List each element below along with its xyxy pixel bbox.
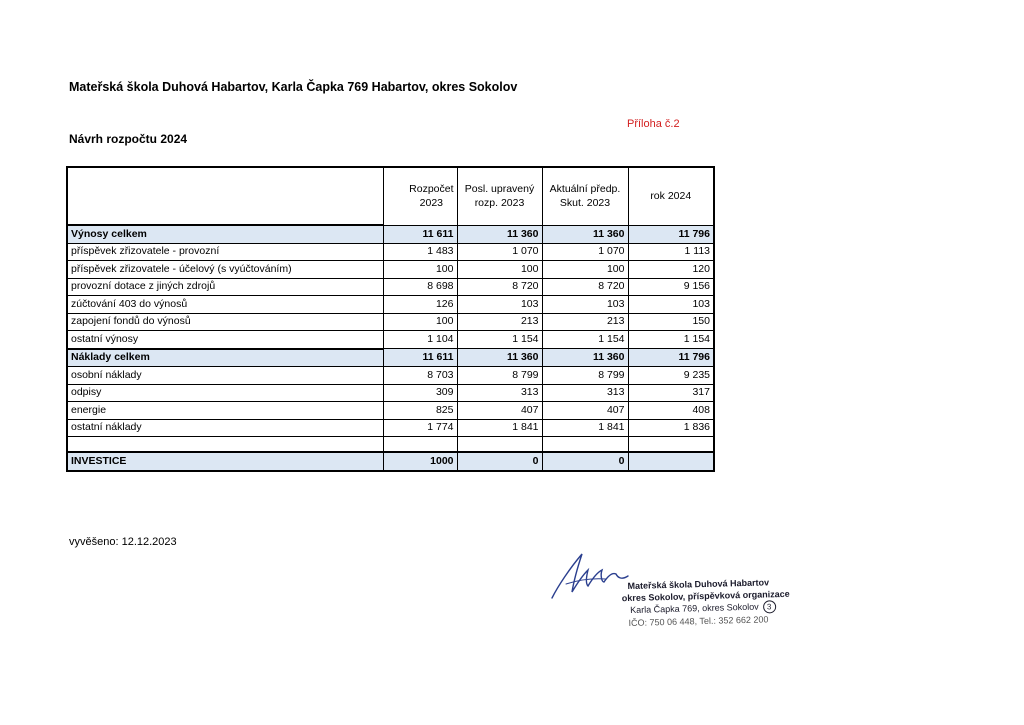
stamp-line-3: Karla Čapka 769, okres Sokolov 3: [622, 600, 790, 617]
row-value: 100: [457, 261, 542, 279]
document-title: Návrh rozpočtu 2024: [69, 132, 188, 146]
table-row: [67, 402, 714, 420]
row-value: 317: [628, 384, 714, 402]
column-header-actual-2023: Aktuální předp. Skut. 2023: [542, 167, 628, 225]
table-row: [67, 367, 714, 385]
row-value: 100: [542, 261, 628, 279]
row-value: 408: [628, 402, 714, 420]
row-value: 1 104: [383, 331, 457, 349]
row-value: 1 774: [383, 419, 457, 437]
row-label: zapojení fondů do výnosů: [67, 313, 383, 331]
row-value: 120: [628, 261, 714, 279]
table-row: [67, 331, 714, 349]
row-value: 1 483: [383, 243, 457, 261]
row-value: 1 154: [628, 331, 714, 349]
empty-cell: [67, 437, 383, 453]
row-value: 11 360: [542, 225, 628, 243]
investment-value: 1000: [383, 452, 457, 471]
row-value: 103: [457, 296, 542, 314]
posted-date: vyvěšeno: 12.12.2023: [69, 536, 177, 548]
investment-row: [67, 452, 714, 471]
organization-stamp: [621, 576, 790, 629]
row-value: 407: [457, 402, 542, 420]
row-value: 11 796: [628, 349, 714, 367]
row-value: 8 698: [383, 278, 457, 296]
table-row: [67, 278, 714, 296]
empty-cell: [542, 437, 628, 453]
row-label: příspěvek zřizovatele - provozní: [67, 243, 383, 261]
row-value: 11 360: [542, 349, 628, 367]
table-row: [67, 296, 714, 314]
row-value: 825: [383, 402, 457, 420]
row-value: 9 235: [628, 367, 714, 385]
row-label: příspěvek zřizovatele - účelový (s vyúčtováním): [67, 261, 383, 279]
row-value: 8 799: [457, 367, 542, 385]
budget-table: [66, 166, 715, 472]
column-header-budget-2023: Rozpočet 2023: [383, 167, 457, 225]
investment-label: INVESTICE: [67, 452, 383, 471]
row-value: 1 070: [457, 243, 542, 261]
row-label: Náklady celkem: [67, 349, 383, 367]
row-value: 150: [628, 313, 714, 331]
column-header-adjusted-2023: Posl. upravený rozp. 2023: [457, 167, 542, 225]
row-label: osobní náklady: [67, 367, 383, 385]
table-row: [67, 384, 714, 402]
annex-label: Příloha č.2: [627, 118, 680, 130]
column-header-year-2024: rok 2024: [628, 167, 714, 225]
investment-value: [628, 452, 714, 471]
table-total-row: [67, 225, 714, 243]
stamp-line-2: okres Sokolov, příspěvková organizace: [621, 588, 790, 604]
row-label: ostatní výnosy: [67, 331, 383, 349]
row-value: 1 154: [457, 331, 542, 349]
row-value: 1 113: [628, 243, 714, 261]
table-row: [67, 313, 714, 331]
row-value: 8 799: [542, 367, 628, 385]
row-value: 8 720: [542, 278, 628, 296]
row-label: zúčtování 403 do výnosů: [67, 296, 383, 314]
row-value: 309: [383, 384, 457, 402]
row-label: ostatní náklady: [67, 419, 383, 437]
empty-cell: [457, 437, 542, 453]
row-value: 11 360: [457, 225, 542, 243]
row-value: 213: [457, 313, 542, 331]
stamp-number: 3: [763, 600, 776, 613]
table-row: [67, 261, 714, 279]
row-value: 1 841: [542, 419, 628, 437]
row-value: 213: [542, 313, 628, 331]
stamp-line-4: IČO: 750 06 448, Tel.: 352 662 200: [628, 614, 769, 629]
investment-value: 0: [457, 452, 542, 471]
row-value: 103: [628, 296, 714, 314]
row-value: 8 703: [383, 367, 457, 385]
row-value: 1 154: [542, 331, 628, 349]
empty-cell: [383, 437, 457, 453]
investment-value: 0: [542, 452, 628, 471]
row-value: 100: [383, 313, 457, 331]
row-value: 407: [542, 402, 628, 420]
stamp-line-1: Mateřská škola Duhová Habartov: [627, 577, 770, 592]
row-value: 126: [383, 296, 457, 314]
row-label: energie: [67, 402, 383, 420]
table-total-row: [67, 349, 714, 367]
table-row: [67, 243, 714, 261]
table-row: [67, 419, 714, 437]
table-spacer-row: [67, 437, 714, 453]
row-label: provozní dotace z jiných zdrojů: [67, 278, 383, 296]
empty-cell: [628, 437, 714, 453]
row-value: 8 720: [457, 278, 542, 296]
row-value: 1 836: [628, 419, 714, 437]
row-value: 313: [457, 384, 542, 402]
row-value: 1 070: [542, 243, 628, 261]
organization-name: Mateřská škola Duhová Habartov, Karla Čapka 769 Habartov, okres Sokolov: [69, 80, 518, 94]
row-label: Výnosy celkem: [67, 225, 383, 243]
row-label: odpisy: [67, 384, 383, 402]
row-value: 11 611: [383, 349, 457, 367]
row-value: 313: [542, 384, 628, 402]
row-value: 1 841: [457, 419, 542, 437]
table-header-row: [67, 167, 714, 225]
row-value: 11 611: [383, 225, 457, 243]
row-value: 11 796: [628, 225, 714, 243]
column-header-label: [67, 167, 383, 225]
row-value: 103: [542, 296, 628, 314]
row-value: 9 156: [628, 278, 714, 296]
row-value: 11 360: [457, 349, 542, 367]
row-value: 100: [383, 261, 457, 279]
